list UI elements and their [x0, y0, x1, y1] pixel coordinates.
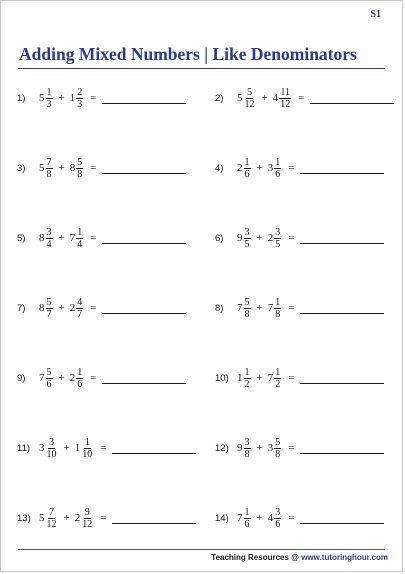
numerator: 5 — [46, 366, 52, 378]
footer-site[interactable]: www.tutoringhour.com — [301, 553, 388, 562]
equals-sign: = — [288, 232, 295, 244]
whole-number: 3 — [267, 162, 274, 174]
fraction — [46, 437, 58, 460]
whole-number: 2 — [267, 232, 274, 244]
sheet-code: S1 — [370, 9, 381, 20]
problem-item — [215, 503, 384, 533]
second-addend — [75, 507, 95, 530]
problem-number: 2) — [215, 92, 224, 104]
problem-item — [215, 223, 384, 253]
numerator: 1 — [46, 86, 52, 98]
plus-sign: + — [256, 302, 263, 314]
problem-item — [17, 363, 186, 393]
denominator: 10 — [82, 448, 93, 460]
plus-sign: + — [256, 512, 263, 524]
second-addend — [268, 157, 283, 180]
problem-number: 11) — [17, 442, 31, 454]
plus-sign: + — [58, 232, 65, 244]
fraction — [274, 297, 281, 320]
problem-number: 9) — [17, 372, 26, 384]
fraction — [81, 437, 93, 460]
whole-number: 5 — [39, 512, 45, 524]
first-addend — [237, 157, 252, 180]
equals-sign: = — [90, 302, 97, 314]
first-addend — [237, 87, 257, 110]
numerator: 5 — [275, 436, 281, 448]
whole-number: 2 — [237, 162, 243, 174]
numerator: 3 — [244, 436, 250, 448]
first-addend — [237, 437, 252, 460]
numerator: 2 — [77, 86, 83, 98]
problem-number: 6) — [215, 232, 224, 244]
equals-sign: = — [100, 442, 107, 454]
equals-sign: = — [90, 92, 97, 104]
fraction — [274, 507, 281, 530]
fraction — [81, 507, 93, 530]
denominator: 6 — [77, 378, 83, 390]
equals-sign: = — [298, 92, 305, 104]
whole-number: 7 — [39, 372, 45, 384]
whole-number: 7 — [267, 372, 274, 384]
whole-number: 5 — [39, 162, 45, 174]
whole-number: 8 — [69, 162, 76, 174]
title-divider — [18, 68, 385, 69]
equals-sign: = — [288, 442, 295, 454]
equals-sign: = — [288, 512, 295, 524]
fraction — [76, 87, 83, 110]
plus-sign: + — [63, 442, 70, 454]
whole-number: 7 — [69, 232, 76, 244]
denominator: 3 — [46, 98, 52, 110]
fraction — [244, 297, 251, 320]
denominator: 8 — [244, 448, 250, 460]
problem-item — [17, 433, 196, 463]
numerator: 5 — [46, 296, 52, 308]
numerator: 1 — [244, 156, 250, 168]
problem-item — [17, 293, 186, 323]
answer-blank[interactable] — [300, 243, 384, 244]
denominator: 6 — [275, 518, 281, 530]
numerator: 3 — [275, 226, 281, 238]
answer-blank[interactable] — [102, 313, 186, 314]
problem-number: 5) — [17, 232, 26, 244]
whole-number: 7 — [237, 512, 243, 524]
denominator: 6 — [46, 378, 52, 390]
fraction — [244, 227, 251, 250]
denominator: 4 — [77, 238, 83, 250]
problem-number: 1) — [17, 92, 26, 104]
numerator: 1 — [84, 436, 90, 448]
first-addend — [39, 367, 54, 390]
problem-number: 10) — [215, 372, 229, 384]
whole-number: 1 — [74, 442, 81, 454]
whole-number: 2 — [69, 372, 76, 384]
denominator: 4 — [46, 238, 52, 250]
equals-sign: = — [100, 512, 107, 524]
first-addend — [39, 157, 54, 180]
first-addend — [237, 227, 252, 250]
denominator: 12 — [82, 518, 93, 530]
denominator: 12 — [46, 518, 57, 530]
denominator: 3 — [77, 98, 83, 110]
whole-number: 5 — [39, 92, 45, 104]
fraction — [244, 507, 251, 530]
equals-sign: = — [288, 302, 295, 314]
fraction — [76, 157, 83, 180]
fraction — [46, 507, 58, 530]
answer-blank[interactable] — [300, 173, 384, 174]
second-addend — [268, 227, 283, 250]
second-addend — [70, 227, 85, 250]
denominator: 8 — [46, 168, 52, 180]
fraction — [46, 227, 53, 250]
equals-sign: = — [90, 232, 97, 244]
whole-number: 9 — [237, 442, 243, 454]
plus-sign: + — [256, 372, 263, 384]
first-addend — [237, 367, 252, 390]
denominator: 12 — [244, 98, 255, 110]
problem-item — [215, 293, 384, 323]
problem-number: 13) — [17, 512, 31, 524]
denominator: 5 — [244, 238, 250, 250]
footer — [211, 553, 388, 562]
numerator: 1 — [244, 506, 250, 518]
equals-sign: = — [90, 162, 97, 174]
problem-item — [17, 153, 186, 183]
problem-item — [215, 363, 384, 393]
problem-item — [215, 83, 394, 113]
second-addend — [70, 297, 85, 320]
problem-item — [215, 153, 384, 183]
fraction — [76, 367, 83, 390]
denominator: 8 — [275, 308, 281, 320]
answer-blank[interactable] — [102, 243, 186, 244]
second-addend — [70, 367, 85, 390]
equals-sign: = — [288, 372, 295, 384]
answer-blank[interactable] — [102, 103, 186, 104]
whole-number: 4 — [272, 92, 279, 104]
first-addend — [39, 227, 54, 250]
second-addend — [70, 87, 85, 110]
numerator: 1 — [275, 156, 281, 168]
numerator: 1 — [244, 366, 250, 378]
problem-item — [17, 503, 196, 533]
problem-number: 8) — [215, 302, 224, 314]
plus-sign: + — [256, 162, 263, 174]
answer-blank[interactable] — [300, 453, 384, 454]
fraction — [244, 157, 251, 180]
plus-sign: + — [256, 442, 263, 454]
whole-number: 7 — [237, 302, 243, 314]
answer-blank[interactable] — [300, 313, 384, 314]
numerator: 9 — [84, 506, 90, 518]
problem-item — [215, 433, 384, 463]
fraction — [46, 297, 53, 320]
fraction — [274, 437, 281, 460]
denominator: 2 — [275, 378, 281, 390]
denominator: 8 — [275, 448, 281, 460]
whole-number: 3 — [267, 442, 274, 454]
first-addend — [39, 297, 54, 320]
second-addend — [268, 507, 283, 530]
fraction — [274, 157, 281, 180]
problem-number: 4) — [215, 162, 224, 174]
whole-number: 1 — [69, 92, 76, 104]
fraction — [244, 367, 251, 390]
numerator: 7 — [46, 156, 52, 168]
first-addend — [237, 507, 252, 530]
numerator: 3 — [46, 226, 52, 238]
answer-blank[interactable] — [300, 523, 384, 524]
fraction — [76, 227, 83, 250]
plus-sign: + — [58, 372, 65, 384]
denominator: 6 — [244, 168, 250, 180]
numerator: 3 — [275, 506, 281, 518]
numerator: 5 — [77, 156, 83, 168]
page-title: Adding Mixed Numbers | Like Denominators — [19, 44, 357, 64]
plus-sign: + — [261, 92, 268, 104]
footer-divider — [18, 549, 385, 550]
first-addend — [39, 437, 59, 460]
answer-blank[interactable] — [300, 383, 384, 384]
first-addend — [237, 297, 252, 320]
numerator: 7 — [49, 506, 54, 518]
plus-sign: + — [58, 302, 65, 314]
numerator: 5 — [244, 296, 250, 308]
fraction — [46, 157, 53, 180]
plus-sign: + — [63, 512, 70, 524]
footer-prefix: Teaching Resources @ — [211, 553, 302, 562]
second-addend — [268, 367, 283, 390]
second-addend — [268, 297, 283, 320]
numerator: 1 — [275, 366, 281, 378]
problem-number: 7) — [17, 302, 26, 314]
denominator: 5 — [275, 238, 281, 250]
numerator: 3 — [49, 436, 54, 448]
plus-sign: + — [58, 92, 65, 104]
equals-sign: = — [90, 372, 97, 384]
second-addend — [268, 437, 283, 460]
whole-number: 3 — [39, 442, 45, 454]
answer-blank[interactable] — [102, 173, 186, 174]
whole-number: 7 — [267, 302, 274, 314]
whole-number: 4 — [267, 512, 274, 524]
denominator: 8 — [77, 168, 83, 180]
whole-number: 9 — [237, 232, 243, 244]
fraction — [46, 87, 53, 110]
numerator: 11 — [280, 86, 291, 98]
plus-sign: + — [58, 162, 65, 174]
answer-blank[interactable] — [310, 103, 394, 104]
denominator: 7 — [77, 308, 83, 320]
second-addend — [75, 437, 95, 460]
whole-number: 8 — [39, 232, 45, 244]
answer-blank[interactable] — [102, 383, 186, 384]
second-addend — [273, 87, 293, 110]
fraction — [244, 437, 251, 460]
problem-item — [17, 83, 186, 113]
whole-number: 1 — [237, 372, 243, 384]
equals-sign: = — [288, 162, 295, 174]
second-addend — [70, 157, 85, 180]
denominator: 2 — [244, 378, 250, 390]
denominator: 10 — [46, 448, 57, 460]
denominator: 6 — [275, 168, 281, 180]
numerator: 4 — [77, 296, 83, 308]
first-addend — [39, 507, 59, 530]
numerator: 1 — [275, 296, 281, 308]
denominator: 7 — [46, 308, 52, 320]
denominator: 8 — [244, 308, 250, 320]
answer-blank[interactable] — [112, 453, 196, 454]
fraction — [46, 367, 53, 390]
whole-number: 8 — [39, 302, 45, 314]
answer-blank[interactable] — [112, 523, 196, 524]
plus-sign: + — [256, 232, 263, 244]
denominator: 12 — [280, 98, 291, 110]
fraction — [244, 87, 256, 110]
problem-number: 3) — [17, 162, 26, 174]
numerator: 1 — [77, 226, 83, 238]
numerator: 5 — [247, 86, 252, 98]
fraction — [274, 367, 281, 390]
whole-number: 5 — [237, 92, 243, 104]
numerator: 1 — [77, 366, 83, 378]
problem-item — [17, 223, 186, 253]
whole-number: 2 — [69, 302, 76, 314]
fraction — [279, 87, 291, 110]
problem-number: 14) — [215, 512, 229, 524]
fraction — [76, 297, 83, 320]
numerator: 3 — [244, 226, 250, 238]
problem-number: 12) — [215, 442, 229, 454]
whole-number: 2 — [74, 512, 81, 524]
denominator: 6 — [244, 518, 250, 530]
first-addend — [39, 87, 54, 110]
fraction — [274, 227, 281, 250]
